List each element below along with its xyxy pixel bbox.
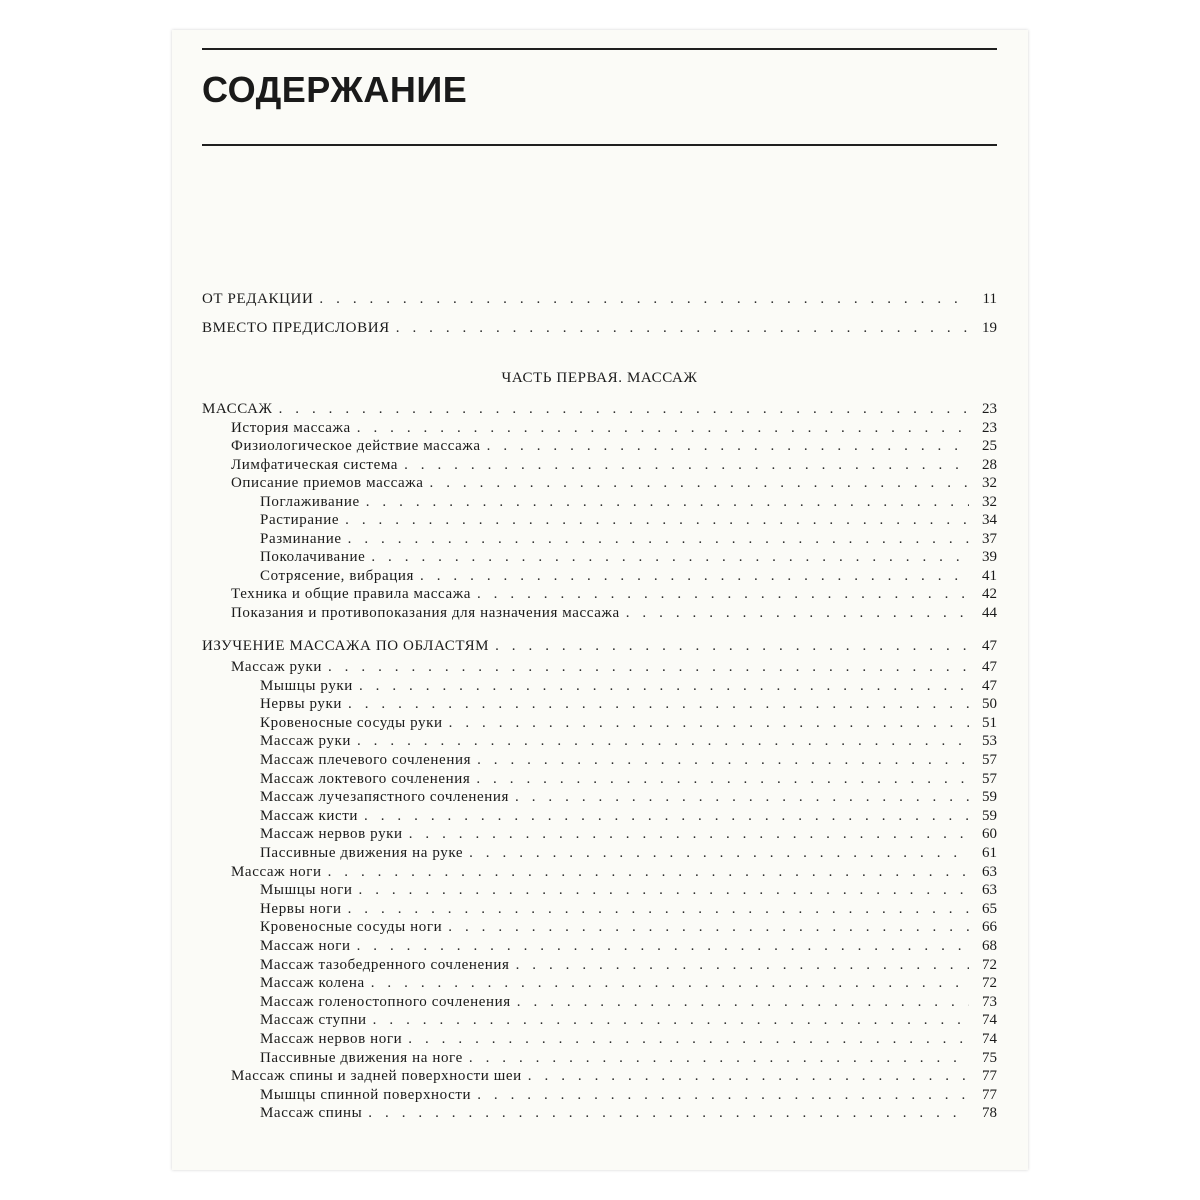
- toc-entry-title: Разминание: [260, 530, 342, 547]
- toc-dot-leader: [404, 456, 969, 474]
- toc-entry-level2: [231, 863, 997, 881]
- heading-rule: [202, 144, 997, 146]
- toc-entry-title: Мышцы руки: [260, 677, 353, 694]
- toc-entry-page: 19: [982, 320, 997, 336]
- toc-entry-page: 42: [982, 586, 997, 602]
- toc-entry-level1: [202, 400, 997, 418]
- toc-entry-page: 59: [982, 789, 997, 806]
- toc-dot-leader: [477, 751, 969, 769]
- toc-entry-page: 23: [982, 401, 997, 417]
- toc-entry-level3: [260, 1104, 997, 1122]
- toc-dot-leader: [371, 548, 969, 566]
- toc-dot-leader: [357, 732, 969, 750]
- toc-entry-page: 74: [982, 1012, 997, 1029]
- toc-dot-leader: [357, 419, 969, 437]
- toc-entry-title: Массаж голеностопного сочленения: [260, 993, 511, 1010]
- toc-entry-page: 47: [982, 638, 997, 654]
- toc-entry-level3: [260, 1011, 997, 1029]
- toc-entry-level3: [260, 1086, 997, 1104]
- toc-entry-level2: [231, 1067, 997, 1085]
- toc-entry-title: Массаж спины: [260, 1105, 363, 1122]
- toc-dot-leader: [348, 900, 969, 918]
- toc-entry-page: 41: [982, 567, 997, 584]
- toc-entry-title: Массаж руки: [231, 659, 322, 675]
- toc-entry-page: 66: [982, 919, 997, 936]
- toc-entry-page: 32: [982, 493, 997, 510]
- toc-entry-page: 23: [982, 419, 997, 436]
- toc-entry-title: Массаж ступни: [260, 1012, 367, 1029]
- toc-entry-page: 32: [982, 475, 997, 491]
- toc-entry-page: 63: [982, 882, 997, 899]
- toc-entry-title: Пассивные движения на руке: [260, 845, 464, 861]
- toc-entry-page: 75: [982, 1049, 997, 1066]
- toc-dot-leader: [420, 567, 969, 585]
- toc-dot-leader: [487, 437, 969, 455]
- toc-dot-leader: [516, 956, 969, 974]
- toc-entry-title: Поколачивание: [260, 549, 366, 565]
- toc-entry-page: 28: [982, 456, 997, 473]
- toc-entry-title: Мышцы спинной поверхности: [260, 1086, 472, 1103]
- toc-dot-leader: [373, 1011, 969, 1029]
- toc-entry-page: 59: [982, 807, 997, 824]
- toc-entry-title: Массаж руки: [260, 733, 351, 750]
- toc-entry-level3: [260, 900, 997, 918]
- toc-entry-title: Массаж нервов ноги: [260, 1031, 403, 1047]
- toc-entry-title: Кровеносные сосуды руки: [260, 714, 443, 731]
- toc-entry-page: 77: [982, 1086, 997, 1103]
- toc-entry-level2: [231, 437, 997, 455]
- toc-entry-page: 77: [982, 1068, 997, 1085]
- toc-dot-leader: [448, 918, 969, 936]
- toc-entry-title: Нервы руки: [260, 696, 343, 713]
- toc-entry-level3: [260, 751, 997, 769]
- toc-entry-level3: [260, 714, 997, 732]
- toc-entry-page: 37: [982, 530, 997, 547]
- toc-entry-level3: [260, 732, 997, 750]
- toc-entry-page: 63: [982, 863, 997, 880]
- toc-entry-title: Массаж локтевого сочленения: [260, 770, 471, 787]
- toc-dot-leader: [366, 493, 969, 511]
- toc-entry-page: 53: [982, 733, 997, 750]
- toc-dot-leader: [495, 637, 969, 655]
- toc-dot-leader: [364, 807, 969, 825]
- toc-entry-page: 78: [982, 1105, 997, 1122]
- toc-entry-title: Поглаживание: [260, 493, 360, 510]
- toc-entry-title: Нервы ноги: [260, 900, 342, 917]
- toc-entry-level3: [260, 677, 997, 695]
- toc-entry-level3: [260, 770, 997, 788]
- toc-entry-level3: [260, 956, 997, 974]
- part-title: ЧАСТЬ ПЕРВАЯ. МАССАЖ: [501, 370, 698, 386]
- toc-entry-level3: [260, 695, 997, 713]
- toc-entry-page: 72: [982, 975, 997, 992]
- page-title: СОДЕРЖАНИЕ: [202, 69, 468, 110]
- toc-entry-page: 74: [982, 1031, 997, 1047]
- toc-entry-level3: [260, 993, 997, 1011]
- toc-entry-level2: [231, 604, 997, 622]
- toc-entry-page: 47: [982, 677, 997, 694]
- toc-entry-page: 50: [982, 696, 997, 713]
- toc-dot-leader: [345, 511, 969, 529]
- toc-dot-leader: [469, 844, 969, 862]
- toc-entry-instead-of-preface: [202, 319, 997, 337]
- toc-entry-title: Массаж ноги: [260, 938, 351, 954]
- toc-entry-title: Массаж тазобедренного сочленения: [260, 956, 510, 973]
- toc-dot-leader: [528, 1067, 969, 1085]
- toc-entry-title: Массаж ноги: [231, 863, 322, 880]
- toc-dot-leader: [477, 1086, 969, 1104]
- toc-entry-level3: [260, 548, 997, 566]
- toc-entry-level2: [231, 456, 997, 474]
- toc-entry-title: Массаж нервов руки: [260, 826, 403, 843]
- toc-entry-level2: [231, 658, 997, 676]
- toc-dot-leader: [409, 825, 969, 843]
- toc-entry-title: Кровеносные сосуды ноги: [260, 919, 443, 936]
- toc-entry-page: 72: [982, 956, 997, 973]
- toc-entry-title: ВМЕСТО ПРЕДИСЛОВИЯ: [202, 320, 390, 336]
- toc-entry-level3: [260, 530, 997, 548]
- toc-entry-page: 57: [982, 770, 997, 787]
- toc-entry-title: Описание приемов массажа: [231, 475, 424, 491]
- toc-dot-leader: [515, 788, 969, 806]
- toc-entry-title: Массаж колена: [260, 975, 365, 992]
- toc-entry-level3: [260, 937, 997, 955]
- toc-entry-page: 44: [982, 604, 997, 621]
- toc-dot-leader: [359, 677, 969, 695]
- toc-entry-level3: [260, 974, 997, 992]
- toc-entry-page: 60: [982, 826, 997, 843]
- toc-entry-page: 47: [982, 659, 997, 675]
- toc-entry-title: Растирание: [260, 512, 340, 528]
- toc-entry-title: Массаж кисти: [260, 807, 359, 824]
- toc-entry-page: 61: [982, 845, 997, 861]
- toc-dot-leader: [449, 714, 969, 732]
- toc-entry-title: ИЗУЧЕНИЕ МАССАЖА ПО ОБЛАСТЯМ: [202, 638, 490, 654]
- toc-entry-title: Массаж плечевого сочленения: [260, 752, 472, 768]
- toc-entry-title: Лимфатическая система: [231, 456, 399, 473]
- toc-entry-title: Мышцы ноги: [260, 882, 353, 899]
- toc-dot-leader: [517, 993, 969, 1011]
- toc-entry-level3: [260, 567, 997, 585]
- toc-entry-level3: [260, 918, 997, 936]
- toc-dot-leader: [357, 937, 969, 955]
- toc-dot-leader: [477, 585, 969, 603]
- toc-entry-level2: [231, 419, 997, 437]
- toc-dot-leader: [469, 1049, 969, 1067]
- toc-entry-page: 34: [982, 512, 997, 528]
- toc-entry-title: Сотрясение, вибрация: [260, 567, 415, 584]
- toc-entry-title: История массажа: [231, 419, 351, 436]
- toc-entry-title: Техника и общие правила массажа: [231, 586, 471, 602]
- toc-entry-level3: [260, 1030, 997, 1048]
- toc-dot-leader: [359, 881, 969, 899]
- toc-entry-title: Показания и противопоказания для назначения массажа: [231, 604, 620, 621]
- top-rule: [202, 48, 997, 50]
- toc-entry-title: Массаж спины и задней поверхности шеи: [231, 1068, 522, 1085]
- toc-entry-title: Пассивные движения на ноге: [260, 1049, 463, 1066]
- toc-dot-leader: [328, 863, 969, 881]
- toc-dot-leader: [396, 319, 969, 337]
- toc-entry-page: 57: [982, 752, 997, 768]
- toc-dot-leader: [279, 400, 969, 418]
- toc-dot-leader: [348, 695, 969, 713]
- toc-entry-from-editors: [202, 290, 997, 308]
- toc-entry-title: МАССАЖ: [202, 401, 273, 417]
- toc-dot-leader: [476, 770, 969, 788]
- toc-entry-level3: [260, 844, 997, 862]
- toc-entry-level3: [260, 807, 997, 825]
- toc-entry-level3: [260, 1049, 997, 1067]
- toc-dot-leader: [368, 1104, 969, 1122]
- toc-entry-level1: [202, 637, 997, 655]
- toc-entry-level3: [260, 825, 997, 843]
- toc-dot-leader: [408, 1030, 969, 1048]
- toc-entry-page: 65: [982, 900, 997, 917]
- toc-entry-level3: [260, 493, 997, 511]
- toc-entry-level2: [231, 474, 997, 492]
- toc-entry-page: 68: [982, 938, 997, 954]
- toc-entry-level2: [231, 585, 997, 603]
- toc-entry-level3: [260, 881, 997, 899]
- toc-entry-title: ОТ РЕДАКЦИИ: [202, 291, 314, 307]
- toc-entry-title: Физиологическое действие массажа: [231, 438, 481, 454]
- toc-entry-page: 39: [982, 549, 997, 565]
- toc-dot-leader: [328, 658, 969, 676]
- toc-entry-page: 73: [982, 993, 997, 1010]
- toc-entry-level3: [260, 788, 997, 806]
- toc-dot-leader: [319, 290, 969, 308]
- toc-dot-leader: [348, 530, 969, 548]
- toc-dot-leader: [430, 474, 969, 492]
- toc-entry-page: 25: [982, 438, 997, 454]
- toc-dot-leader: [371, 974, 969, 992]
- toc-entry-title: Массаж лучезапястного сочленения: [260, 789, 510, 806]
- toc-dot-leader: [626, 604, 969, 622]
- toc-entry-page: 11: [982, 291, 997, 307]
- toc-entry-page: 51: [982, 714, 997, 731]
- toc-entry-level3: [260, 511, 997, 529]
